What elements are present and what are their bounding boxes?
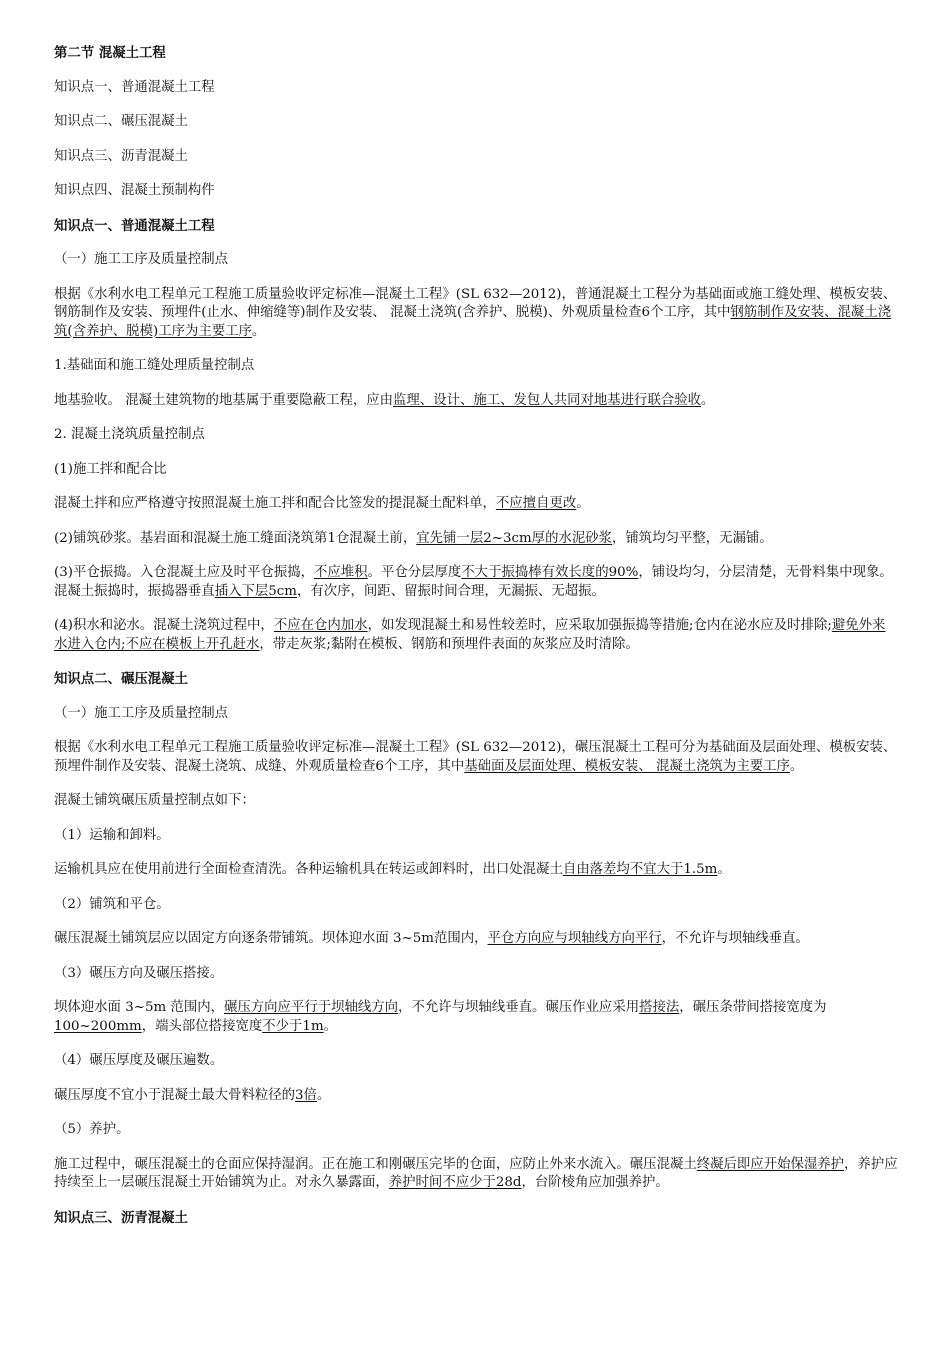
text-run: 根据《水利水电工程单元工程施工质量验收评定标准—混凝土工程》(SL 632—2012)，普通混凝土工程分为基础面或施工缝处理、模板安装、钢筋制作及安装、预埋件(止水、伸缩缝等)制作及安装、 混凝土浇筑(含养护、脱模)、外观质量检查6个工序，其中 [54,286,897,320]
text-run: 运输机具应在使用前进行全面检查清洗。各种运输机具在转运或卸料时，出口处混凝土 [54,862,563,877]
text-run: ，端头部位搭接宽度 [141,1018,263,1034]
text-run: ，铺设均匀，分层清楚，无骨料集中现象。混凝土振捣时，振捣器垂直 [54,565,893,599]
key-point-underline: 100~200mm [54,1018,142,1034]
toc-item-1: 知识点一、普通混凝土工程 [54,79,215,95]
key-point-underline: 宜先铺一层2~3cm厚的水泥砂浆 [416,530,613,546]
kp1-point2-sub4-paragraph [54,617,898,654]
key-point-underline: 不少于1m [262,1018,324,1034]
kp1-point1-paragraph [54,392,898,411]
toc-item-4: 知识点四、混凝土预制构件 [54,183,215,198]
kp1-intro-paragraph [54,286,898,342]
kp2-intro-paragraph [54,739,898,776]
key-point-underline: 不应擅自更改 [495,496,577,511]
kp1-point2-sub1-title: (1)施工拌和配合比 [54,461,167,477]
key-point-underline: 3倍 [295,1087,317,1103]
kp2-c5-title: （5）养护。 [54,1122,130,1137]
kp2-c3-title: （3）碾压方向及碾压搭接。 [54,965,224,981]
kp2-c1-title: （1）运输和卸料。 [54,827,170,843]
text-run: 施工过程中，碾压混凝土的仓面应保持湿润。正在施工和刚碾压完毕的仓面，应防止外来水流入。碾压混凝土 [54,1156,697,1172]
text-run: (3)平仓振捣。入仓混凝土应及时平仓振捣， [54,565,314,580]
kp2-subheading: （一）施工工序及质量控制点 [54,705,229,721]
text-run: 。 [323,1018,338,1034]
kp2-c4-title: （4）碾压厚度及碾压遍数。 [54,1053,224,1068]
kp1-subheading: （一）施工工序及质量控制点 [54,252,229,267]
kp1-point1-title: 1.基础面和施工缝处理质量控制点 [54,358,255,373]
text-run: ，台阶棱角应加强养护。 [521,1175,669,1190]
text-run: 。 [717,862,731,877]
text-run: 碾压厚度不宜小于混凝土最大骨料粒径的 [54,1087,296,1103]
text-run: ，不允许与坝轴线垂直。碾压作业应采用 [398,1000,640,1015]
text-run: 。 [701,392,715,408]
key-point-underline: 避免外来水进入仓内;不应在模板上开孔赶水 [54,618,886,652]
kp2-c2-paragraph [54,930,898,949]
text-run: 地基验收。 混凝土建筑物的地基属于重要隐蔽工程，应由 [54,392,394,408]
text-run: 碾压混凝土铺筑层应以固定方向逐条带铺筑。坝体迎水面 3~5m范围内， [54,931,488,946]
key-point-underline: 插入下层5cm [214,583,297,599]
section-title: 第二节 混凝土工程 [54,45,166,61]
key-point-underline: 不应堆积 [314,565,368,580]
text-run: ，碾压条带间搭接宽度为 [679,1000,827,1015]
toc-item-3: 知识点三、沥青混凝土 [54,148,188,164]
kp2-c1-paragraph [54,861,898,880]
key-point-underline: 平仓方向应与坝轴线方向平行 [487,931,662,946]
text-run: 。 [251,323,266,339]
text-run: 。平仓分层厚度 [367,565,462,580]
kp1-point2-sub2-paragraph [54,530,898,549]
kp2-heading: 知识点二、碾压混凝土 [54,671,188,687]
kp2-c3-paragraph [54,999,898,1036]
kp1-point2-sub3-paragraph [54,564,898,601]
toc-item-2: 知识点二、碾压混凝土 [54,114,188,129]
kp1-heading: 知识点一、普通混凝土工程 [54,217,215,234]
key-point-underline: 碾压方向应平行于坝轴线方向 [224,1000,399,1015]
text-run: ，带走灰浆;黏附在模板、钢筋和预埋件表面的灰浆应及时清除。 [259,636,639,652]
kp2-c4-paragraph [54,1087,898,1106]
text-run: 根据《水利水电工程单元工程施工质量验收评定标准—混凝土工程》(SL 632—2012)，碾压混凝土工程可分为基础面及层面处理、模板安装、预埋件制作及安装、混凝土浇筑、成缝、外观质量检查6个工序，其中 [54,740,897,774]
text-run: 坝体迎水面 3~5m 范围内， [54,1000,224,1015]
key-point-underline: 养护时间不应少于28d [388,1175,522,1190]
text-run: (4)积水和泌水。混凝土浇筑过程中， [54,618,274,633]
kp2-control-title: 混凝土铺筑碾压质量控制点如下： [54,793,255,808]
key-point-underline: 搭接法 [639,1000,680,1015]
text-run: ，如发现混凝土和易性较差时，应采取加强振捣等措施;仓内在泌水应及时排除; [367,618,832,633]
key-point-underline: 监理、设计、施工、发包人共同对地基进行联合验收 [393,392,702,408]
key-point-underline: 不应在仓内加水 [273,618,368,633]
key-point-underline: 不大于振捣棒有效长度的90% [461,565,639,580]
key-point-underline: 基础面及层面处理、模板安装、 混凝土浇筑为主要工序 [464,758,790,774]
key-point-underline: 终凝后即应开始保湿养护 [696,1156,845,1172]
text-run: 。 [316,1087,331,1103]
text-run: ，养护应持续至上一层碾压混凝土开始铺筑为止。对永久暴露面， [54,1156,898,1190]
key-point-underline: 钢筋制作及安装、混凝土浇筑(含养护、脱模)工序为主要工序 [54,305,892,339]
kp1-point2-sub1-paragraph [54,495,898,514]
text-run: 。 [789,758,804,774]
text-run: (2)铺筑砂浆。基岩面和混凝土施工缝面浇筑第1仓混凝土前， [54,530,417,546]
text-run: ，有次序，间距、留振时间合理，无漏振、无超振。 [296,583,605,599]
kp2-c2-title: （2）铺筑和平仓。 [54,896,170,912]
text-run: ，不允许与坝轴线垂直。 [661,931,809,946]
text-run: 。 [576,496,590,511]
key-point-underline: 自由落差均不宜大于1.5m [562,862,718,877]
kp1-point2-title: 2. 混凝土浇筑质量控制点 [54,427,205,442]
text-run: 混凝土拌和应严格遵守按照混凝土施工拌和配合比签发的提混凝土配料单， [54,496,496,511]
text-run: ，铺筑均匀平整，无漏铺。 [612,530,773,546]
kp2-c5-paragraph [54,1156,898,1193]
kp3-heading: 知识点三、沥青混凝土 [54,1209,188,1226]
